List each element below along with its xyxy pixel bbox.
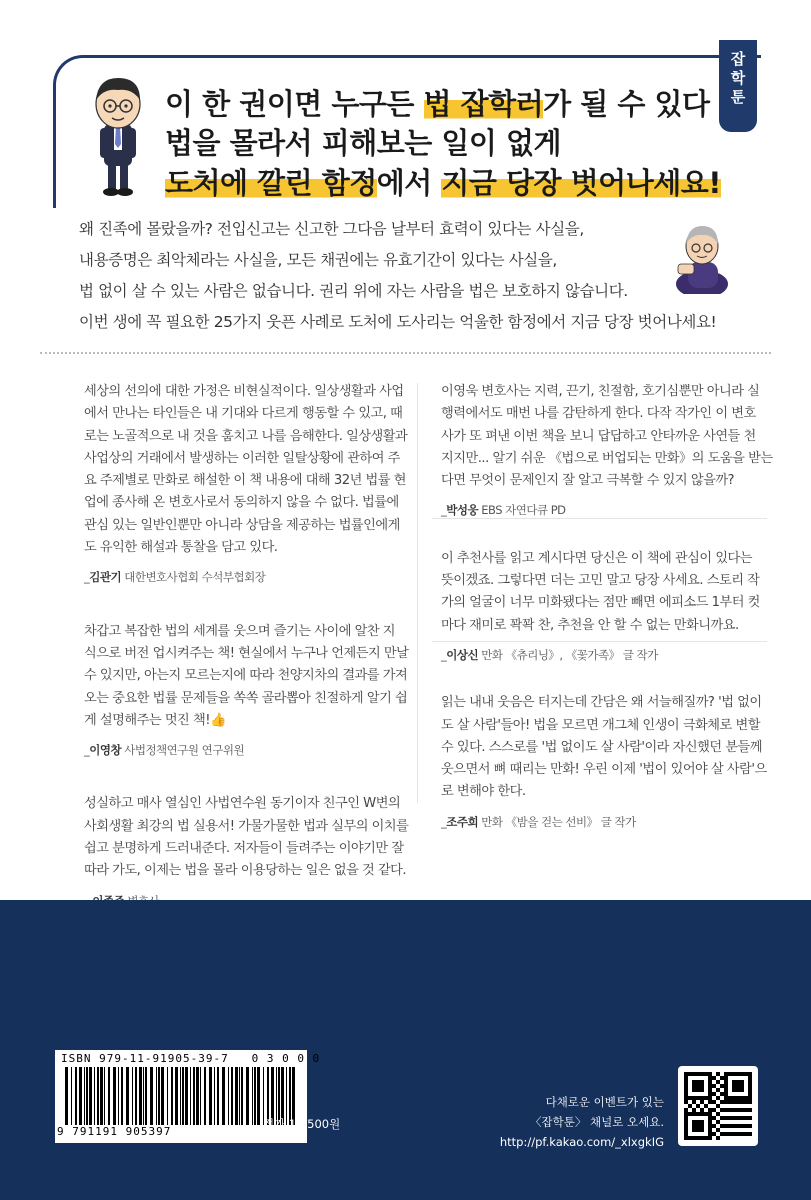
qr-module [700, 1136, 704, 1140]
right-review-column [441, 381, 771, 833]
qr-module [704, 1136, 708, 1140]
headline-text: 이 한 권이면 누구든 [165, 87, 424, 121]
qr-module [708, 1088, 712, 1092]
qr-module [692, 1100, 696, 1104]
qr-module [700, 1072, 704, 1076]
qr-module [716, 1096, 720, 1100]
qr-module [732, 1072, 736, 1076]
qr-module [728, 1100, 732, 1104]
headline-highlight: 지금 당장 벗어나세요! [441, 166, 721, 200]
review-attribution: _이영창 사법정책연구원 연구위원 [84, 743, 245, 758]
barcode-bar [182, 1067, 184, 1125]
qr-module [684, 1136, 688, 1140]
barcode-bar [139, 1067, 142, 1125]
qr-module [740, 1088, 744, 1092]
qr-module [744, 1072, 748, 1076]
review-text: 차갑고 복잡한 법의 세계를 웃으며 즐기는 사이에 알찬 지 식으로 버전 업시켜주는 책! 현실에서 누구나 언제든지 만날 수 있지만, 아는지 모르는지에 따라 천양지차의 결과를 가져 오는 중요한 법률 문제들을 쏙쏙 골라뽑아 친절하게 알기 쉽 게 설명해주는 멋진 책!👍 [84, 623, 409, 728]
qr-module [692, 1088, 696, 1092]
review [84, 381, 414, 589]
qr-module [732, 1084, 736, 1088]
qr-module [736, 1108, 740, 1112]
headline-text: 가 될 수 있다 [543, 87, 710, 121]
qr-module [748, 1076, 752, 1080]
qr-module [724, 1132, 728, 1136]
review-attribution: _박성웅 EBS 자연다큐 PD [441, 503, 566, 518]
qr-module [744, 1100, 748, 1104]
qr-module [704, 1104, 708, 1108]
barcode-bar [196, 1067, 199, 1125]
qr-module [744, 1108, 748, 1112]
headline-highlight: 도처에 깔린 함정 [165, 166, 377, 200]
intro-paragraph: 왜 진족에 몰랐을까? 전입신고는 신고한 그다음 날부터 효력이 있다는 사실을, 내용증명은 최악체라는 사실을, 모든 채권에는 유효기간이 있다는 사실을, 법 없이 살 수 있는 사람은 없습니다. 권리 위에 자는 사람을 법은 보호하지 않습니다. 이번 생에 꼭 필요한 25가지 웃픈 사례로 도처에 도사리는 억울한 함정에서 지금 당장 벗어나세요! [79, 220, 717, 331]
qr-module [740, 1132, 744, 1136]
qr-module [716, 1080, 720, 1084]
qr-module [692, 1112, 696, 1116]
qr-module [712, 1124, 716, 1128]
barcode-bar [175, 1067, 178, 1125]
qr-module [748, 1080, 752, 1084]
barcode-bar [145, 1067, 147, 1125]
qr-module [716, 1104, 720, 1108]
qr-module [724, 1100, 728, 1104]
qr-module [716, 1072, 720, 1076]
barcode-bar [228, 1067, 229, 1125]
qr-module [724, 1084, 728, 1088]
qr-module [708, 1072, 712, 1076]
qr-module [720, 1132, 724, 1136]
headline-highlight: 법 잡학러 [423, 87, 544, 121]
qr-module [744, 1116, 748, 1120]
qr-module [708, 1136, 712, 1140]
qr-module [728, 1116, 732, 1120]
barcode-bar [161, 1067, 164, 1125]
qr-module [720, 1124, 724, 1128]
qr-module [692, 1084, 696, 1088]
qr-module [744, 1132, 748, 1136]
barcode-bar [241, 1067, 243, 1125]
qr-module [684, 1092, 688, 1096]
qr-module [740, 1072, 744, 1076]
qr-module [696, 1104, 700, 1108]
qr-module [692, 1072, 696, 1076]
headline-line-1 [165, 82, 710, 123]
qr-module [708, 1108, 712, 1112]
barcode-bar [100, 1067, 103, 1125]
qr-module [740, 1124, 744, 1128]
qr-module [748, 1116, 752, 1120]
qr-module [712, 1108, 716, 1112]
qr-module [744, 1124, 748, 1128]
barcode-bar [252, 1067, 253, 1125]
barcode-bar [75, 1067, 77, 1125]
barcode-bar [204, 1067, 206, 1125]
qr-module [736, 1088, 740, 1092]
barcode-digits: 9 791191 905397 [57, 1125, 172, 1138]
qr-module [708, 1124, 712, 1128]
barcode-bar [108, 1067, 110, 1125]
qr-module [732, 1080, 736, 1084]
barcode-bar [246, 1067, 249, 1125]
barcode-bar [150, 1067, 153, 1125]
reviewer-name: 조주희 [446, 814, 479, 829]
qr-module [748, 1072, 752, 1076]
qr-module [724, 1096, 728, 1100]
qr-module [728, 1124, 732, 1128]
qr-module [708, 1084, 712, 1088]
qr-module [712, 1076, 716, 1080]
qr-module [748, 1096, 752, 1100]
barcode-bar [158, 1067, 160, 1125]
barcode-bar [209, 1067, 212, 1125]
barcode-bar [222, 1067, 225, 1125]
qr-module [740, 1084, 744, 1088]
review-text: 읽는 내내 웃음은 터지는데 간담은 왜 서늘해질까? '법 없이 도 살 사람'들아! 법을 모르면 개그체 인생이 극화체로 변할 수 있다. 스스로를 '법 없이도 살 사람'이라 자신했던 분들께 웃으면서 뼈 때리는 만화! 우린 이제 '법이 있어야 살 사람'으 로 변해야 한다. [441, 695, 767, 800]
qr-module [736, 1132, 740, 1136]
left-review-column [84, 381, 414, 912]
headline-line-3 [165, 161, 721, 202]
qr-module [736, 1072, 740, 1076]
qr-module [728, 1096, 732, 1100]
column-divider [417, 383, 418, 803]
barcode-bar [185, 1067, 188, 1125]
qr-module [732, 1088, 736, 1092]
barcode-bar [65, 1067, 68, 1125]
reviewer-role: EBS 자연다큐 PD [481, 503, 566, 518]
review-separator [432, 641, 767, 642]
brand-tab [719, 40, 757, 132]
qr-module [748, 1088, 752, 1092]
qr-module [748, 1124, 752, 1128]
qr-module [732, 1108, 736, 1112]
barcode-bar [97, 1067, 99, 1125]
review-text: 이 추천사를 읽고 계시다면 당신은 이 책에 관심이 있다는 뜻이겠죠. 그렇다면 더는 고민 말고 당장 사세요. 스토리 작 가의 얼굴이 너무 미화됐다는 점만 빼면 에피소드 1부터 컷 마다 재미로 꽉꽉 찬, 추천을 안 할 수 없는 만화니까요. [441, 550, 760, 633]
qr-module [740, 1100, 744, 1104]
qr-module [688, 1112, 692, 1116]
qr-module [732, 1116, 736, 1120]
barcode-bar [217, 1067, 219, 1125]
qr-module [696, 1124, 700, 1128]
barcode-bar [156, 1067, 157, 1125]
qr-module [700, 1120, 704, 1124]
barcode-bar [113, 1067, 116, 1125]
qr-module [692, 1108, 696, 1112]
qr-module [740, 1116, 744, 1120]
qr-module [736, 1084, 740, 1088]
barcode-bar [257, 1067, 260, 1125]
lawyer-illustration [80, 72, 154, 197]
qr-module [696, 1072, 700, 1076]
qr-module [728, 1132, 732, 1136]
headline-line-2: 법을 몰라서 피해보는 일이 없게 [165, 126, 562, 160]
qr-module [736, 1116, 740, 1120]
qr-module [748, 1132, 752, 1136]
barcode-bar [86, 1067, 88, 1125]
qr-module [688, 1104, 692, 1108]
qr-module [712, 1084, 716, 1088]
review-text: 이영욱 변호사는 지력, 끈기, 친절함, 호기심뿐만 아니라 실 행력에서도 매번 나를 감탄하게 한다. 다작 작가인 이 변호 사가 또 펴낸 이번 책을 보니 답답하고 안타까운 사연들 천 지지만... 알기 쉬운 《법으로 버업되는 만화》의 도움을 받는 다면 무엇이 문제인지 잘 알고 극복할 수 있지 않을까? [441, 384, 773, 489]
qr-module [736, 1080, 740, 1084]
qr-module [688, 1096, 692, 1100]
reviewer-name: 박성웅 [446, 503, 479, 518]
reviewer-name: 이영창 [89, 743, 122, 758]
qr-module [720, 1100, 724, 1104]
qr-module [704, 1096, 708, 1100]
qr-module [696, 1112, 700, 1116]
qr-module [684, 1100, 688, 1104]
qr-module [684, 1120, 688, 1124]
barcode-bar [94, 1067, 95, 1125]
barcode-bar [79, 1067, 82, 1125]
qr-module [692, 1124, 696, 1128]
barcode-bar [132, 1067, 133, 1125]
barcode-bar [71, 1067, 72, 1125]
barcode-bar [126, 1067, 129, 1125]
qr-module [712, 1116, 716, 1120]
barcode-bar [89, 1067, 92, 1125]
qr-module [700, 1096, 704, 1100]
qr-module [692, 1120, 696, 1124]
qr-module [720, 1092, 724, 1096]
section-divider [40, 352, 771, 354]
qr-module [708, 1128, 712, 1132]
qr-module [684, 1128, 688, 1132]
qr-module [716, 1088, 720, 1092]
barcode-bar [84, 1067, 85, 1125]
barcode-bar [254, 1067, 256, 1125]
qr-module [712, 1100, 716, 1104]
qr-module [740, 1096, 744, 1100]
barcode-bar [180, 1067, 181, 1125]
qr-module [700, 1100, 704, 1104]
review [441, 381, 771, 522]
qr-module [716, 1136, 720, 1140]
qr-module [748, 1108, 752, 1112]
barcode-bar [235, 1067, 238, 1125]
qr-module [684, 1112, 688, 1116]
qr-module [724, 1080, 728, 1084]
qr-module [692, 1136, 696, 1140]
qr-code-icon [684, 1072, 752, 1140]
isbn-addon: 0 3 0 0 0 [251, 1052, 321, 1065]
qr-module [724, 1108, 728, 1112]
qr-module [708, 1116, 712, 1120]
qr-module [696, 1120, 700, 1124]
reviewer-name: 김관기 [89, 570, 122, 585]
price: 정가 18,500원 [263, 1117, 341, 1131]
qr-module [696, 1136, 700, 1140]
barcode-bar [231, 1067, 233, 1125]
qr-module [684, 1096, 688, 1100]
reviewer-role: 만화 《밤을 걷는 선비》 글 작가 [481, 814, 636, 829]
qr-module [740, 1080, 744, 1084]
qr-module [732, 1124, 736, 1128]
barcode-bar [143, 1067, 144, 1125]
qr-module [724, 1116, 728, 1120]
qr-module [684, 1088, 688, 1092]
review [84, 793, 414, 911]
qr-module [740, 1108, 744, 1112]
brand-tab-label: 잡학툰 [730, 50, 746, 106]
qr-module [724, 1072, 728, 1076]
barcode-bar [171, 1067, 173, 1125]
qr-module [700, 1088, 704, 1092]
qr-code [678, 1066, 758, 1146]
qr-module [708, 1080, 712, 1084]
qr-module [708, 1092, 712, 1096]
grandma-illustration [668, 222, 734, 294]
qr-module [732, 1100, 736, 1104]
qr-module [692, 1128, 696, 1132]
qr-module [716, 1128, 720, 1132]
qr-module [716, 1120, 720, 1124]
qr-module [700, 1080, 704, 1084]
review-text: 성실하고 매사 열심인 사법연수원 동기이자 친구인 W변의 사회생활 최강의 법 실용서! 가물가물한 법과 실무의 이치를 쉽고 분명하게 드러내준다. 저자들이 들려주는 이야기만 잘 따라 가도, 이제는 법을 몰라 이용당하는 일은 없을 것 같다. [84, 796, 409, 879]
qr-module [692, 1080, 696, 1084]
qr-module [720, 1116, 724, 1120]
qr-module [704, 1112, 708, 1116]
qr-module [736, 1096, 740, 1100]
qr-module [708, 1112, 712, 1116]
qr-module [712, 1132, 716, 1136]
reviewer-role: 사법정책연구원 연구위원 [124, 743, 245, 758]
qr-module [692, 1096, 696, 1100]
qr-module [684, 1124, 688, 1128]
qr-module [724, 1092, 728, 1096]
qr-module [684, 1076, 688, 1080]
qr-module [684, 1132, 688, 1136]
qr-module [696, 1080, 700, 1084]
qr-module [732, 1132, 736, 1136]
qr-module [708, 1132, 712, 1136]
barcode-bar [200, 1067, 201, 1125]
barcode-bar [118, 1067, 119, 1125]
reviewer-role: 대한변호사협회 수석부협회장 [124, 570, 266, 585]
qr-module [720, 1084, 724, 1088]
qr-module [696, 1088, 700, 1092]
qr-module [732, 1096, 736, 1100]
barcode-bar [239, 1067, 240, 1125]
barcode-bar [193, 1067, 195, 1125]
qr-module [684, 1080, 688, 1084]
qr-module [700, 1112, 704, 1116]
qr-module [708, 1120, 712, 1124]
qr-module [696, 1084, 700, 1088]
headline-text: 에서 [376, 166, 442, 200]
review-attribution: _이상신 만화 《츄리닝》, 《꽃가족》 글 작가 [441, 647, 658, 662]
reviewer-name: 이상신 [446, 647, 479, 662]
qr-module [724, 1124, 728, 1128]
qr-module [684, 1108, 688, 1112]
barcode-bar [104, 1067, 105, 1125]
barcode-bar [167, 1067, 168, 1125]
qr-module [700, 1108, 704, 1112]
qr-module [708, 1100, 712, 1104]
reviewer-role: 만화 《츄리닝》, 《꽃가족》 글 작가 [481, 647, 658, 662]
qr-module [720, 1108, 724, 1112]
qr-module [688, 1136, 692, 1140]
channel-promo: 다채로운 이벤트가 있는 〈잡학툰〉 채널로 오세요. http://pf.kakao.com/_xlxgkIG [499, 1095, 664, 1149]
review-text: 세상의 선의에 대한 가정은 비현실적이다. 일상생활과 사업 에서 만나는 타인들은 내 기대와 다르게 행동할 수 있고, 때 로는 노골적으로 내 것을 훔치고 나를 음해한다. 일상생활과 사업상의 거래에서 발생하는 이러한 일탈상황에 관하여 주 요 주제별로 만화로 해설한 이 책 내용에 대해 32년 법률 현 업에 종사해 온 변호사로서 동의하지 않을 수 없다. 법률에 관심 있는 일반인뿐만 아니라 상담을 제공하는 법률인에게 도 유익한 해설과 통찰을 담고 있다. [84, 384, 408, 556]
isbn-number: ISBN 979-11-91905-39-7 [61, 1052, 229, 1065]
qr-module [728, 1072, 732, 1076]
qr-module [700, 1084, 704, 1088]
qr-module [696, 1128, 700, 1132]
review [441, 692, 771, 833]
review-attribution: _조주희 만화 《밤을 걷는 선비》 글 작가 [441, 814, 636, 829]
qr-module [708, 1076, 712, 1080]
qr-module [736, 1124, 740, 1128]
qr-module [684, 1072, 688, 1076]
qr-module [720, 1076, 724, 1080]
review [84, 621, 414, 762]
qr-module [748, 1084, 752, 1088]
barcode-bar [121, 1067, 123, 1125]
qr-module [704, 1072, 708, 1076]
qr-module [684, 1084, 688, 1088]
qr-module [748, 1100, 752, 1104]
qr-module [684, 1116, 688, 1120]
qr-module [696, 1096, 700, 1100]
qr-module [700, 1124, 704, 1128]
qr-module [700, 1128, 704, 1132]
qr-module [708, 1096, 712, 1100]
qr-module [736, 1100, 740, 1104]
review-separator [432, 518, 767, 519]
qr-module [748, 1092, 752, 1096]
barcode-bar [190, 1067, 191, 1125]
qr-module [724, 1076, 728, 1080]
qr-module [728, 1108, 732, 1112]
qr-module [744, 1096, 748, 1100]
qr-module [724, 1088, 728, 1092]
qr-module [712, 1092, 716, 1096]
barcode-bar [135, 1067, 137, 1125]
review [441, 548, 771, 666]
isbn-text [61, 1052, 320, 1065]
qr-module [716, 1112, 720, 1116]
review-attribution: _김관기 대한변호사협회 수석부협회장 [84, 570, 266, 585]
qr-module [688, 1072, 692, 1076]
barcode-bar [214, 1067, 215, 1125]
